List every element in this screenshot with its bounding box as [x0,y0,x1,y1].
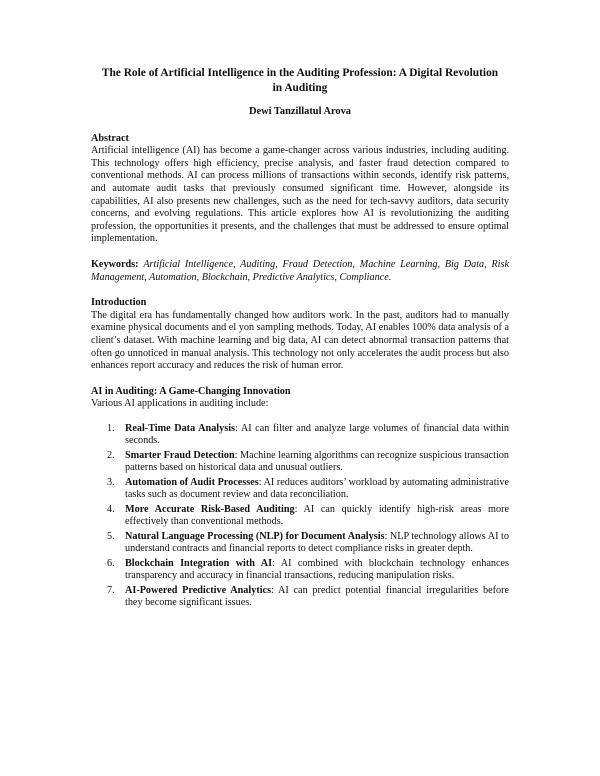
introduction-section [91,297,509,373]
document-page [91,66,509,612]
list-item [91,585,509,610]
list-item-title: Smarter Fraud Detection [125,449,235,461]
list-item [91,504,509,529]
list-item-number: 4. [107,503,115,515]
list-item-title: AI-Powered Predictive Analytics [125,584,272,596]
keywords-list: Artificial Intelligence, Auditing, Fraud Detection, Machine Learning, Big Data, Risk Management, Automation, Blockchain, Predictive Analytics, Compliance. [91,258,509,283]
list-item-text: : AI can filter and analyze large volumes of financial data within seconds. [125,422,510,447]
introduction-heading: Introduction [91,297,147,309]
list-item-title: Natural Language Processing (NLP) for Document Analysis [125,530,385,542]
keywords-line [91,259,509,284]
ai-in-auditing-section [91,386,509,610]
ai-applications-list [91,423,509,610]
abstract-heading: Abstract [91,132,129,144]
list-item-number: 7. [107,584,115,596]
list-item [91,450,509,475]
list-item-text: : AI can predict potential financial irregularities before they become significant issues. [125,584,509,609]
list-item-text: : NLP technology allows AI to understand contracts and financial reports to detect compliance risks in greater depth. [125,530,509,555]
list-item-title: Automation of Audit Processes [125,476,259,488]
list-item [91,531,509,556]
list-item-title: Blockchain Integration with AI [125,557,273,569]
list-item-text: : AI reduces auditors’ workload by automating administrative tasks such as document review and data reconciliation. [125,476,509,501]
list-item [91,558,509,583]
list-item-number: 1. [107,422,115,434]
list-item-title: Real-Time Data Analysis [125,422,235,434]
list-item-number: 5. [107,530,115,542]
list-item-text: : Machine learning algorithms can recognize suspicious transaction patterns based on historical data and unusual outliers. [125,449,509,474]
list-item-title: More Accurate Risk-Based Auditing [125,503,295,515]
list-item-text: : AI combined with blockchain technology enhances transparency and accuracy in financial transactions, reducing manipulation risks. [125,557,509,582]
keywords-label: Keywords: [91,258,139,270]
list-item [91,477,509,502]
ai-section-heading: AI in Auditing: A Game-Changing Innovation [91,385,291,397]
list-item-number: 3. [107,476,115,488]
author-name: Dewi Tanzillatul Arova [249,106,351,117]
ai-section-intro: Various AI applications in auditing include: [91,398,269,410]
list-item-number: 2. [107,449,115,461]
introduction-text: The digital era has fundamentally changed how auditors work. In the past, auditors had to manually examine physical documents and el yon sampling methods. Today, AI enables 100% data analysis of a client’s dataset. With machine learning and big data, AI can detect abnormal transaction patterns that often go unnoticed in manual analysis. This technology not only accelerates the audit process but also enhances report accuracy and reduces the risk of human error. [91,309,509,372]
list-item [91,423,509,448]
list-item-text: : AI can quickly identify high-risk areas more effectively than conventional methods. [125,503,509,528]
list-item-number: 6. [107,557,115,569]
abstract-text: Artificial intelligence (AI) has become a game-changer across various industries, including auditing. This technology offers high efficiency, precise analysis, and faster fraud detection compared to conventional methods. AI can process millions of transactions within seconds, identify risk patterns, and automate audit tasks that previously consumed significant time. However, alongside its capabilities, AI also presents new challenges, such as the need for tech-savvy auditors, data security concerns, and evolving regulations. This article explores how AI is revolutionizing the auditing profession, the opportunities it presents, and the challenges that must be addressed to ensure optimal implementation. [91,145,509,245]
paper-title: The Role of Artificial Intelligence in the Auditing Profession: A Digital Revolution in Auditing [101,67,499,94]
